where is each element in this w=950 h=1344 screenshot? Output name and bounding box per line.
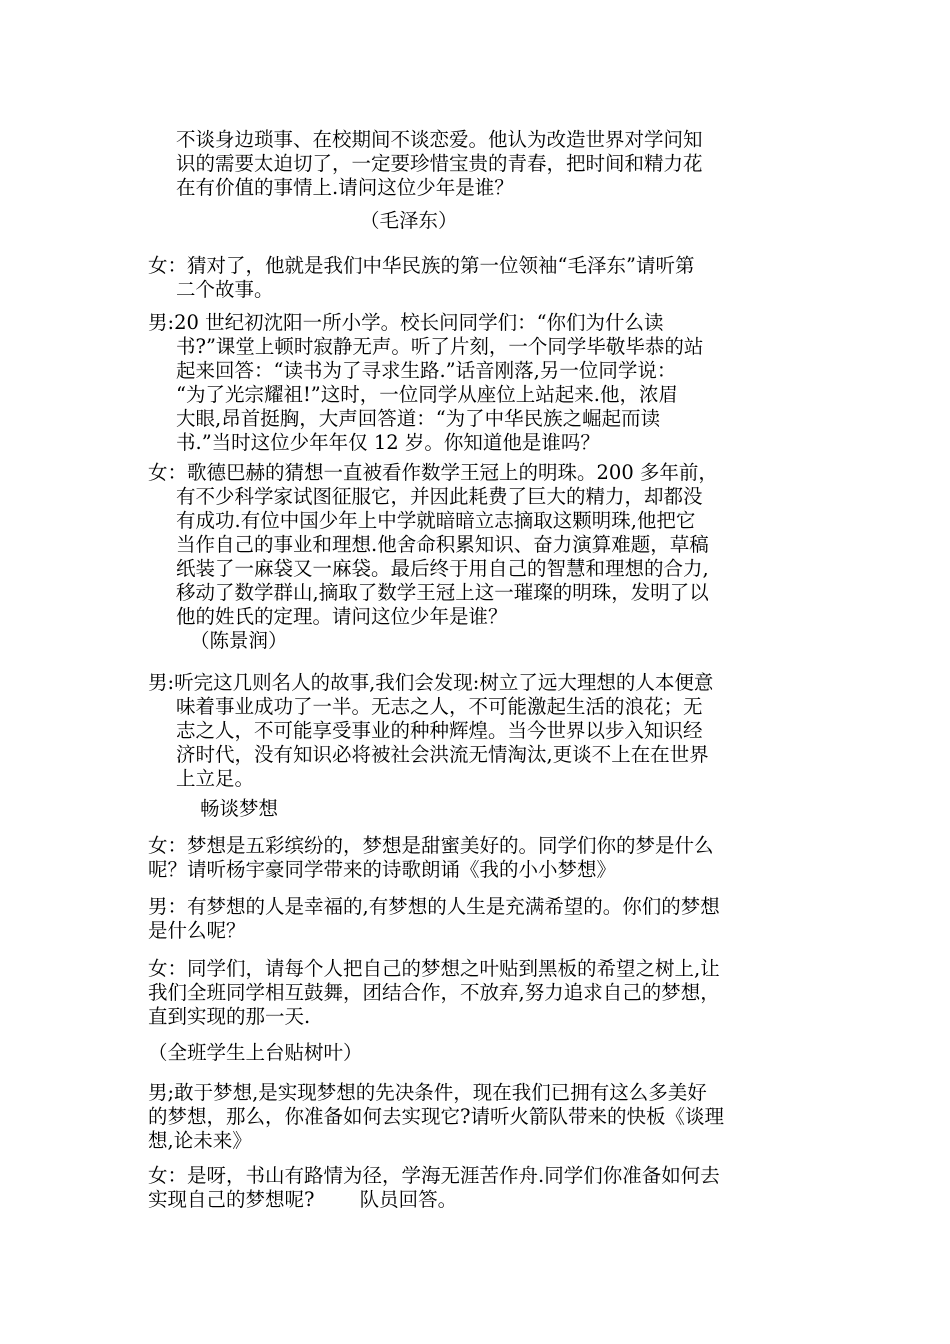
paragraph-male-3 bbox=[148, 895, 808, 943]
text-line: 识的需要太迫切了，一定要珍惜宝贵的青春，把时间和精力花 bbox=[176, 152, 703, 175]
text-line: 志之人，不可能享受事业的种种辉煌。当今世界以步入知识经 bbox=[176, 719, 703, 742]
text-line: “为了光宗耀祖!”这时，一位同学从座位上站起来.他，浓眉 bbox=[176, 383, 678, 406]
text-line: 大眼,昂首挺胸，大声回答道：“为了中华民族之崛起而读 bbox=[176, 407, 661, 430]
paragraph-male-4 bbox=[148, 1081, 808, 1153]
text-line: 有不少科学家试图征服它，并因此耗费了巨大的精力，却都没 bbox=[176, 485, 703, 508]
answer-chen bbox=[190, 629, 850, 653]
text-line: 男：有梦想的人是幸福的,有梦想的人生是充满希望的。你们的梦想 bbox=[148, 895, 720, 918]
text-line: 纸装了一麻袋又一麻袋。最后终于用自己的智慧和理想的合力, bbox=[176, 557, 709, 580]
paragraph-female-5 bbox=[148, 1164, 808, 1212]
text-line: 我们全班同学相互鼓舞，团结合作，不放弃,努力追求自己的梦想， bbox=[148, 981, 720, 1004]
text-line: 男;敢于梦想,是实现梦想的先决条件，现在我们已拥有这么多美好 bbox=[148, 1081, 707, 1104]
text-line: 女：是呀，书山有路情为径，学海无涯苦作舟.同学们你准备如何去 bbox=[148, 1164, 720, 1187]
text-line: 想,论未来》 bbox=[148, 1129, 252, 1152]
text-line: 女：梦想是五彩缤纷的，梦想是甜蜜美好的。同学们你的梦是什么 bbox=[148, 834, 714, 857]
text-line: 的梦想，那么，你准备如何去实现它?请听火箭队带来的快板《谈理 bbox=[148, 1105, 724, 1128]
text-line: （全班学生上台贴树叶） bbox=[148, 1041, 363, 1064]
text-line: 在有价值的事情上.请问这位少年是谁？ bbox=[176, 176, 514, 199]
text-line: 书?”课堂上顿时寂静无声。听了片刻，一个同学毕敬毕恭的站 bbox=[176, 335, 704, 358]
text-line: 实现自己的梦想呢? 队员回答。 bbox=[148, 1188, 458, 1211]
text-line: （毛泽东） bbox=[360, 209, 458, 232]
text-line: 移动了数学群山,摘取了数学王冠上这一璀璨的明珠，发明了以 bbox=[176, 581, 709, 604]
text-line: 是什么呢？ bbox=[148, 919, 246, 942]
paragraph-story1-end bbox=[148, 128, 808, 200]
paragraph-female-3 bbox=[148, 834, 808, 882]
paragraph-female-1 bbox=[148, 254, 808, 302]
stage-direction bbox=[148, 1041, 808, 1065]
text-line: 他的姓氏的定理。请问这位少年是谁？ bbox=[176, 605, 508, 628]
text-line: 有成功.有位中国少年上中学就暗暗立志摘取这颗明珠,他把它 bbox=[176, 509, 696, 532]
text-line: 男:听完这几则名人的故事,我们会发现:树立了远大理想的人本便意 bbox=[148, 671, 714, 694]
text-line: （陈景润） bbox=[190, 629, 288, 652]
answer-mao bbox=[360, 209, 950, 233]
text-line: 二个故事。 bbox=[176, 278, 274, 301]
text-line: 当作自己的事业和理想.他舍命积累知识、奋力演算难题，草稿 bbox=[176, 533, 709, 556]
text-line: 女：猜对了，他就是我们中华民族的第一位领袖“毛泽东”请听第 bbox=[148, 254, 695, 277]
text-line: 不谈身边琐事、在校期间不谈恋爱。他认为改造世界对学问知 bbox=[176, 128, 703, 151]
section-heading bbox=[200, 797, 860, 821]
text-line: 济时代，没有知识必将被社会洪流无情淘汰,更谈不上在在世界 bbox=[176, 743, 709, 766]
text-line: 畅谈梦想 bbox=[200, 797, 279, 820]
paragraph-female-4 bbox=[148, 957, 808, 1029]
text-line: 味着事业成功了一半。无志之人，不可能激起生活的浪花；无 bbox=[176, 695, 703, 718]
text-line: 女：歌德巴赫的猜想一直被看作数学王冠上的明珠。200 多年前， bbox=[148, 461, 718, 484]
text-line: 上立足。 bbox=[176, 767, 255, 790]
paragraph-female-2 bbox=[148, 461, 808, 629]
paragraph-male-2 bbox=[148, 671, 808, 791]
text-line: 书.”当时这位少年年仅 12 岁。你知道他是谁吗？ bbox=[176, 431, 600, 454]
text-line: 呢？请听杨宇豪同学带来的诗歌朗诵《我的小小梦想》 bbox=[148, 858, 617, 881]
text-line: 直到实现的那一天. bbox=[148, 1005, 311, 1028]
text-line: 女：同学们，请每个人把自己的梦想之叶贴到黑板的希望之树上,让 bbox=[148, 957, 720, 980]
text-line: 起来回答：“读书为了寻求生路.”话音刚落,另一位同学说： bbox=[176, 359, 677, 382]
text-line: 男:20 世纪初沈阳一所小学。校长问同学们：“你们为什么读 bbox=[148, 311, 664, 334]
paragraph-male-1 bbox=[148, 311, 808, 455]
